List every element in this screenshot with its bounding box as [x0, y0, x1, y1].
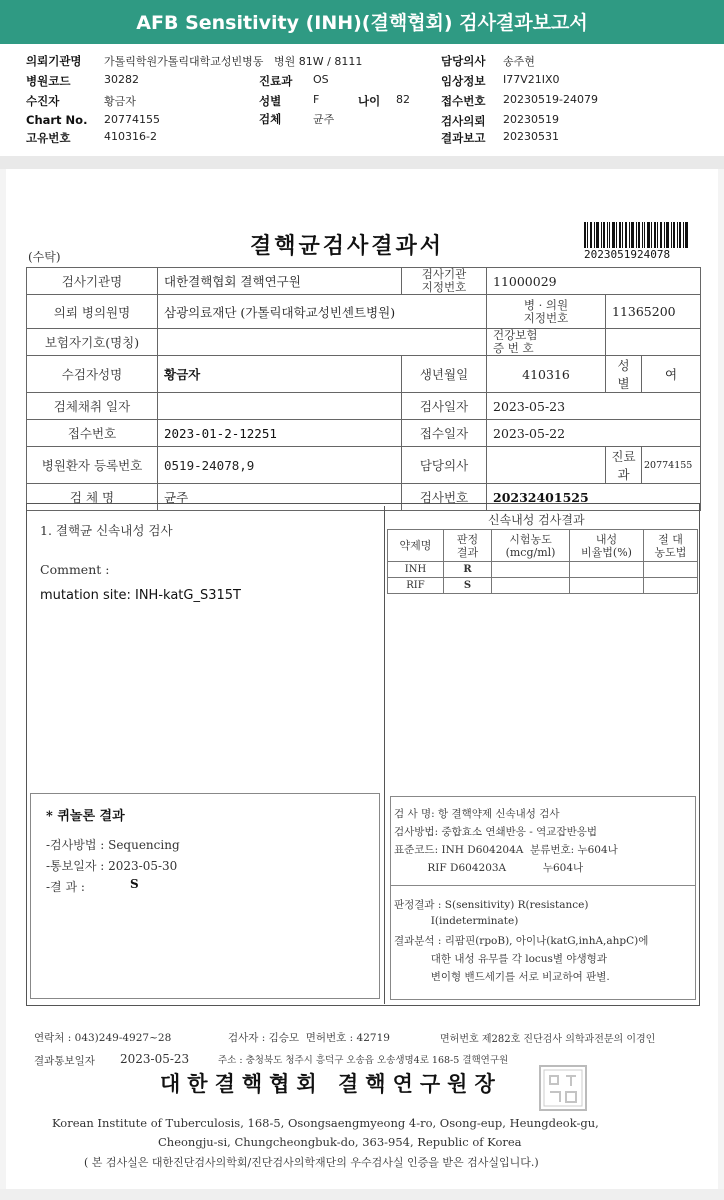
- results-divider: [384, 506, 385, 1004]
- unique-label: 고유번호: [26, 131, 71, 145]
- insurance-cert-header: [487, 329, 606, 356]
- test-date-header: 검사일자: [402, 393, 487, 420]
- footer-english-line2: Cheongju-si, Chungcheongbuk-do, 363-954, Republic of Korea: [158, 1135, 522, 1149]
- patient-value: 황금자: [104, 95, 136, 108]
- code-label: 병원코드: [26, 74, 71, 88]
- sex-label: 성별: [259, 94, 282, 108]
- sens-drug: INH: [388, 562, 444, 578]
- code-value: 30282: [104, 73, 139, 86]
- sensitivity-title: 신속내성 검사결과: [488, 513, 585, 527]
- sensitivity-table: [387, 529, 698, 594]
- report-date-label: 결과보고: [441, 131, 486, 145]
- clinical-label: 임상정보: [441, 74, 486, 88]
- judgement-line2: I(indeterminate): [394, 915, 519, 927]
- sens-conc: [492, 578, 570, 594]
- sens-absolute: [644, 562, 698, 578]
- sex-value: F: [313, 93, 320, 106]
- analysis-line3: 변이형 밴드세기를 서로 비교하여 판별.: [394, 971, 610, 983]
- insured-header: 보험자기호(명칭): [27, 329, 158, 356]
- quinolone-result-value: S: [130, 877, 139, 891]
- patient-form-table: [26, 267, 701, 511]
- hospital-pid-header: 병원환자 등록번호: [27, 447, 158, 484]
- hospital-no-value: 11365200: [606, 295, 701, 329]
- lab-no-header-line1: 검사기관: [421, 267, 467, 281]
- clinical-value: I77V21IX0: [503, 73, 560, 86]
- footer-contact: 연락처 : 043)249-4927~28: [34, 1032, 172, 1044]
- dept-value: OS: [313, 73, 329, 86]
- unique-value: 410316-2: [104, 130, 157, 143]
- header-separator: [0, 156, 724, 169]
- footer-notice-date: 2023-05-23: [120, 1052, 190, 1066]
- dept-label: 진료과: [259, 74, 293, 88]
- collect-date-header: 검체채취 일자: [27, 393, 158, 420]
- footer-certification: ( 본 검사실은 대한진단검사의학회/진단검사의학재단의 우수검사실 인증을 받은 검사실입니다.): [84, 1156, 539, 1169]
- test-no-value: 20232401525: [487, 484, 701, 511]
- comment-label: Comment :: [40, 562, 110, 577]
- hospital-pid-value: 0519-24078,9: [158, 447, 402, 484]
- issuer-name: 대한결핵협회 결핵연구원장: [160, 1071, 502, 1096]
- doctor-value: 송주현: [503, 55, 535, 68]
- quinolone-method: -검사방법 : Sequencing: [46, 838, 180, 852]
- sens-row: [388, 562, 698, 578]
- specimen-label: 검체: [259, 112, 282, 126]
- collect-date-value: [158, 393, 402, 420]
- document-tag: (수탁): [28, 250, 61, 264]
- patient-label: 수진자: [26, 94, 60, 108]
- sens-ratio: [570, 578, 644, 594]
- receipt-date-header: 접수일자: [402, 420, 487, 447]
- footer-address: 주소 : 충청북도 청주시 흥덕구 오송읍 오송생명4로 168-5 결핵연구원: [218, 1055, 509, 1066]
- chart-label: Chart No.: [26, 113, 88, 127]
- hospital-label: 의뢰기관명: [26, 54, 82, 68]
- test-info-code1: 표준코드: INH D604204A 분류번호: 누604나: [394, 844, 618, 856]
- dept-header: 진료과: [606, 447, 642, 484]
- lab-name-value: 대한결핵협회 결핵연구원: [158, 268, 402, 295]
- test-info-method: 검사방법: 중합효소 연쇄반응 - 역교잡반응법: [394, 826, 598, 838]
- test-info-code2: RIF D604203A 누604나: [394, 862, 584, 874]
- report-title: AFB Sensitivity (INH)(결핵협회) 검사결과보고서: [0, 0, 724, 44]
- dept-value: 20774155: [642, 447, 701, 484]
- ward-value: 병원 81W / 8111: [274, 55, 363, 68]
- sens-ratio: [570, 562, 644, 578]
- sens-result: R: [444, 562, 492, 578]
- sens-absolute: [644, 578, 698, 594]
- dob-header: 생년월일: [402, 356, 487, 393]
- footer-notice-label: 결과통보일자: [34, 1055, 95, 1067]
- official-seal: [538, 1064, 588, 1112]
- specimen-value: 균주: [158, 484, 402, 511]
- lab-no-value: 11000029: [487, 268, 701, 295]
- lab-no-header: [402, 268, 487, 295]
- request-label: 검사의뢰: [441, 114, 486, 128]
- hospital-no-header-line1: 병 · 의원: [523, 297, 569, 312]
- sens-header-absolute: 절 대 농도법: [644, 530, 698, 562]
- receipt-no-header: 접수번호: [27, 420, 158, 447]
- lab-no-header-line2: 지정번호: [421, 280, 467, 294]
- sens-row: [388, 578, 698, 594]
- doctor-label: 담당의사: [441, 54, 486, 68]
- patient-name-value: 황금자: [158, 356, 402, 393]
- sens-conc: [492, 562, 570, 578]
- hospital-value: 가톨릭학원가톨릭대학교성빈병동: [104, 55, 264, 68]
- request-value: 20230519: [503, 113, 559, 126]
- sex-value: 여: [642, 356, 701, 393]
- quinolone-title: * 퀴놀론 결과: [46, 809, 125, 824]
- report-date-value: 20230531: [503, 130, 559, 143]
- insured-value: [158, 329, 487, 356]
- receipt-no-value: 2023-01-2-12251: [158, 420, 402, 447]
- patient-name-header: 수검자성명: [27, 356, 158, 393]
- quinolone-result-label: -결 과 :: [46, 880, 85, 894]
- test-item: 1. 결핵균 신속내성 검사: [40, 523, 173, 538]
- barcode-number: 2023051924078: [584, 248, 671, 261]
- sens-header-result: 판정 결과: [444, 530, 492, 562]
- doctor-header: 담당의사: [402, 447, 487, 484]
- lab-name-header: 검사기관명: [27, 268, 158, 295]
- footer-license: 면허번호 제282호 진단검사 의학과전문의 이경인: [440, 1034, 656, 1045]
- judgement-line1: 판정결과 : S(sensitivity) R(resistance): [394, 899, 589, 911]
- dob-value: 410316: [487, 356, 606, 393]
- analysis-line2: 대한 내성 유무를 각 locus별 야생형과: [394, 953, 607, 965]
- test-info-name: 검 사 명: 항 결핵약제 신속내성 검사: [394, 808, 560, 820]
- test-date-value: 2023-05-23: [487, 393, 701, 420]
- document-title: 결핵균검사결과서: [250, 233, 445, 259]
- sens-header-ratio: 내성 비율법(%): [570, 530, 644, 562]
- barcode-image: [584, 222, 688, 248]
- insurance-cert-header-line2: 증 번 호: [493, 341, 534, 355]
- test-info-divider: [390, 885, 696, 886]
- insurance-cert-header-line1: 건강보험: [493, 328, 538, 342]
- specimen-value: 균주: [313, 113, 335, 126]
- hospital-no-header-line2: 지정번호: [523, 310, 569, 325]
- chart-value: 20774155: [104, 113, 160, 126]
- analysis-line1: 결과분석 : 리팜핀(rpoB), 아이나(katG,inhA,ahpC)에: [394, 935, 649, 947]
- quinolone-date: -통보일자 : 2023-05-30: [46, 859, 178, 873]
- bottom-band: [0, 1189, 724, 1200]
- sex-header: 성별: [606, 356, 642, 393]
- specimen-header: 검 체 명: [27, 484, 158, 511]
- receipt-date-value: 2023-05-22: [487, 420, 701, 447]
- footer-examiner: 검사자 : 김승모 면허번호 : 42719: [228, 1032, 390, 1044]
- request-hospital-value: 삼광의료재단 (가톨릭대학교성빈센트병원): [158, 295, 487, 329]
- age-value: 82: [396, 93, 410, 106]
- age-label: 나이: [358, 94, 381, 108]
- request-hospital-header: 의뢰 병의원명: [27, 295, 158, 329]
- footer-english-line1: Korean Institute of Tuberculosis, 168-5, Osongsaengmyeong 4-ro, Osong-eup, Heungdeok-gu,: [52, 1116, 599, 1130]
- sens-result: S: [444, 578, 492, 594]
- sens-drug: RIF: [388, 578, 444, 594]
- sens-header-drug: 약제명: [388, 530, 444, 562]
- report-info-panel: [0, 44, 724, 156]
- insurance-cert-value: [606, 329, 701, 356]
- receipt-label: 접수번호: [441, 94, 486, 108]
- mutation-site: mutation site: INH-katG_S315T: [40, 588, 241, 603]
- hospital-no-header: [487, 295, 606, 329]
- sens-header-conc: 시험농도 (mcg/ml): [492, 530, 570, 562]
- doctor-value: [487, 447, 606, 484]
- test-no-header: 검사번호: [402, 484, 487, 511]
- receipt-value: 20230519-24079: [503, 93, 598, 106]
